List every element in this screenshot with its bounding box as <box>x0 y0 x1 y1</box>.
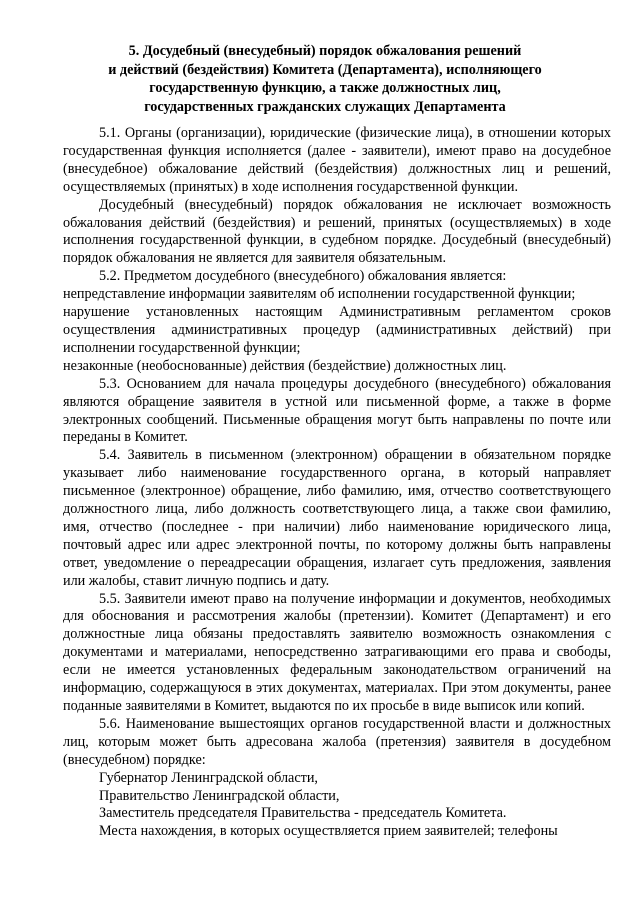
paragraph-reception-locations: Места нахождения, в которых осуществляется прием заявителей; телефоны <box>99 823 558 840</box>
list-item-unlawful-actions: незаконные (необоснованные) действия (бездействие) должностных лиц. <box>63 357 507 374</box>
document-body <box>63 125 611 841</box>
paragraph-5-5: 5.5. Заявители имеют право на получение информации и документов, необходимых для обоснования и рассмотрения жалобы (претензии). Комитет (Департамент) и его должностные лица обязаны предоставлять заявителю возможность ознакомления с документами и материалами, непосредственно затрагивающими его права и свободы, если не имеется установленных федеральным законодательством ограничений на информацию, содержащуюся в этих документах, материалах. При этом документы, ранее поданные заявителями в Комитет, выдаются по их просьбе в виде выписок или копий. <box>63 590 611 714</box>
heading-line: государственную функцию, а также должностных лиц, <box>149 80 501 96</box>
list-item-deadline-violation: нарушение установленных настоящим Административным регламентом сроков осуществления административных процедур (административных действий) при исполнении государственной функции; <box>63 304 611 356</box>
list-item-nondisclosure: непредставление информации заявителям об исполнении государственной функции; <box>63 286 576 303</box>
heading-line: и действий (бездействия) Комитета (Департамента), исполняющего <box>108 61 542 78</box>
section-heading <box>60 42 590 116</box>
list-item-deputy-chairman: Заместитель председателя Правительства - председатель Комитета. <box>99 805 507 822</box>
paragraph-5-1: 5.1. Органы (организации), юридические (физические лица), в отношении которых государственная функция исполняется (далее - заявители), имеют право на досудебное (внесудебное) обжалование действий (бездействия) должностных лиц и решений, осуществляемых (принятых) в ходе исполнения государственной функции. <box>63 125 611 195</box>
list-item-government: Правительство Ленинградской области, <box>99 787 340 804</box>
paragraph-appeal-procedure: Досудебный (внесудебный) порядок обжалования не исключает возможность обжалования действий (бездействия) и решений, принятых (осуществляемых) в ходе исполнения государственной функции, в судебном порядке. Досудебный (внесудебный) порядок обжалования не является для заявителя обязательным. <box>63 196 611 267</box>
paragraph-5-4: 5.4. Заявитель в письменном (электронном) обращении в обязательном порядке указывает либо наименование государственного органа, в который направляет письменное (электронное) обращение, либо фамилию, имя, отчество соответствующего должностного лица, либо должность соответствующего лица, а также свои фамилию, имя, отчество (последнее - при наличии) либо наименование юридического лица, почтовый адрес или адрес электронной почты, по которому должны быть направлены ответ, уведомление о переадресации обращения, излагает суть предложения, заявления или жалобы, ставит личную подпись и дату. <box>63 447 611 589</box>
list-item-governor: Губернатор Ленинградской области, <box>99 769 318 786</box>
paragraph-5-3: 5.3. Основанием для начала процедуры досудебного (внесудебного) обжалования являются обращение заявителя в устной или письменной форме, а также в форме электронных сообщений. Письменные обращения могут быть направлены по почте или переданы в Комитет. <box>63 375 611 446</box>
heading-line: 5. Досудебный (внесудебный) порядок обжалования решений <box>128 43 522 59</box>
heading-line: государственных гражданских служащих Департамента <box>144 98 506 115</box>
paragraph-5-6: 5.6. Наименование вышестоящих органов государственной власти и должностных лиц, которым может быть адресована жалоба (претензия) заявителя в досудебном (внесудебном) порядке: <box>63 715 611 768</box>
paragraph-5-2: 5.2. Предметом досудебного (внесудебного) обжалования является: <box>99 268 507 285</box>
